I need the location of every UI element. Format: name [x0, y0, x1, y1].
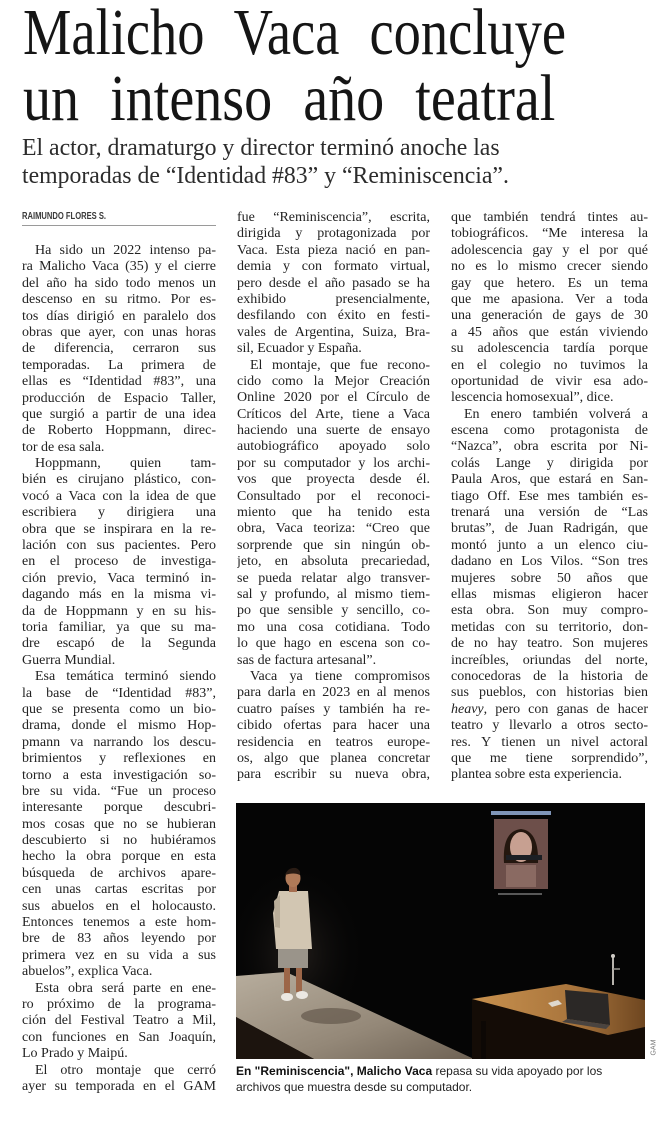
- text-line: mos cosas que no se hubieran: [22, 816, 216, 832]
- text-line: con funciones en San Joaquín,: [22, 1029, 216, 1045]
- text-line: temporadas. La primera de: [22, 357, 216, 373]
- text-line: trenará una versión de “Las: [451, 505, 648, 521]
- text-line: ellas es “Identidad #83”, una: [22, 374, 216, 390]
- poster-caption-strip: [498, 893, 542, 895]
- text-line: teatro y llevarlo a otros secto-: [451, 718, 648, 734]
- text-line: tobiográficos. “Me interesa la: [451, 226, 648, 242]
- photo-caption-line-1: [236, 1063, 602, 1079]
- text-line: El montaje, que fue recono-: [250, 357, 430, 373]
- text-line: po que sensible y sencillo, co-: [237, 603, 430, 619]
- text-line: búsqueda de archivos apare-: [22, 865, 216, 881]
- text-line: autobiográfico apoyado solo: [237, 439, 430, 455]
- text-line: sus abuelos en el holocausto.: [22, 898, 216, 914]
- text-run: , pero con ganas de hacer: [483, 701, 648, 717]
- text-line: una generación de gays de 30: [451, 308, 648, 324]
- text-line: da de Hoppmann y en su his-: [22, 603, 216, 619]
- text-line: sil, Ecuador y España.: [237, 341, 362, 357]
- text-line: bre de 83 años leyendo por: [22, 931, 216, 947]
- text-line: plantea sobre esta experiencia.: [451, 767, 623, 783]
- text-line: que me apasiona. Ver a toda: [451, 291, 648, 307]
- text-line: tor de esa sala.: [22, 439, 105, 455]
- paragraph: [451, 210, 648, 407]
- text-line: cibido ofertas para hacer una: [237, 718, 430, 734]
- text-line: haciendo una suerte de ensayo: [237, 423, 430, 439]
- body-column-2: [237, 210, 430, 784]
- floor-shadow: [301, 1008, 361, 1024]
- microphone-head: [611, 954, 615, 958]
- text-line: desfilando con éxito en festi-: [237, 308, 430, 324]
- byline: RAIMUNDO FLORES S.: [22, 211, 107, 222]
- stage-photo: [236, 803, 645, 1059]
- text-line: que surgió a partir de una idea: [22, 406, 216, 422]
- text-line: escribiera y dirigiera una: [22, 505, 216, 521]
- headline-line-1: Malicho Vaca concluye: [23, 0, 567, 69]
- text-line: se pueda relatar algo transver-: [237, 570, 430, 586]
- text-line: esta obra. Son muy compro-: [451, 603, 648, 619]
- text-line: os, algo que planea concretar: [237, 750, 430, 766]
- text-line: tos días dirigió en paralelo dos: [22, 308, 216, 324]
- text-line: de Roberto Hoppmann, direc-: [22, 423, 216, 439]
- paragraph: [22, 1063, 216, 1096]
- text-line: brutas”, de Juan Radrigán, que: [451, 521, 648, 537]
- text-line: pmann va narrando los descu-: [22, 734, 216, 750]
- text-line: del año ha sido todo menos un: [22, 275, 216, 291]
- body-column-3: [451, 210, 648, 784]
- text-line: Paula Aros, que estará en San-: [451, 472, 648, 488]
- text-line: a 45 años que están viviendo: [451, 324, 648, 340]
- deck-line-1: El actor, dramaturgo y director terminó anoche las: [22, 135, 500, 161]
- text-line: cido como la Mejor Creación: [237, 373, 430, 389]
- text-line: hecho la obra porque en esta: [22, 849, 216, 865]
- text-line: obra, Vaca teoriza: “Creo que: [237, 521, 430, 537]
- text-line: Guerra Mundial.: [22, 652, 116, 668]
- poster-portrait-body: [506, 865, 536, 887]
- text-line: de diferencia, cerraron sus: [22, 341, 216, 357]
- caption-bold-lead: En "Reminiscencia", Malicho Vaca: [236, 1064, 433, 1078]
- italic-text: heavy: [451, 701, 484, 717]
- body-column-1: [22, 243, 216, 1095]
- actor-leg-right: [296, 967, 302, 992]
- deck-line-2: temporadas de “Identidad #83” y “Reminiscencia”.: [22, 163, 509, 189]
- text-line: dirigida y protagonizada por: [237, 226, 430, 242]
- text-line: descubierto si no hubiéramos: [22, 833, 216, 849]
- text-line: conocedoras de la historia de: [451, 668, 648, 684]
- paragraph: [22, 981, 216, 1063]
- projected-poster: [491, 811, 551, 895]
- text-line: que también tendrá tintes au-: [451, 210, 648, 225]
- text-line: para escribir su nueva obra,: [237, 767, 430, 783]
- paragraph: [237, 210, 430, 358]
- text-line: dre escapó de la Segunda: [22, 636, 216, 652]
- actor-shorts: [278, 946, 308, 968]
- text-line: ción previo, Vaca terminó in-: [22, 570, 216, 586]
- text-line: adolescencia gay y el por qué: [451, 242, 648, 258]
- text-line: la base de “Identidad #83”,: [22, 685, 216, 701]
- text-line: [451, 702, 648, 718]
- text-line: sal y profundo, al mismo tiem-: [237, 586, 430, 602]
- text-line: por su computador y los archi-: [237, 455, 430, 471]
- text-line: Vaca ya tiene compromisos: [250, 668, 430, 684]
- text-line: ayer su temporada en el GAM: [22, 1078, 216, 1094]
- text-line: para darla en 2023 en al menos: [237, 685, 430, 701]
- text-line: Vaca. Esta pieza nació en pan-: [237, 242, 430, 258]
- text-line: tiago Off. Ese mes también es-: [451, 488, 648, 504]
- text-line: toria familiar, ya que su ma-: [22, 619, 216, 635]
- text-line: escena como protagonista de: [451, 423, 648, 439]
- paragraph: [22, 243, 216, 456]
- text-line: Lo Prado y Maipú.: [22, 1046, 128, 1062]
- text-line: cen unas cartas escritas por: [22, 882, 216, 898]
- text-line: Consultado por el reconoci-: [237, 488, 430, 504]
- text-line: lación con sus pacientes. Pero: [22, 538, 216, 554]
- text-line: “Nazca”, obra escrita por Ni-: [451, 439, 648, 455]
- desk-leg: [481, 1021, 486, 1059]
- text-line: brimientos y reflexiones en: [22, 751, 216, 767]
- text-line: torno a esta investigación so-: [22, 767, 216, 783]
- photo-credit: GAM: [650, 1039, 658, 1056]
- text-line: res. Y tienen un nivel actoral: [451, 734, 648, 750]
- caption-text: repasa su vida apoyado por los: [435, 1064, 603, 1078]
- text-line: increíbles, oriundas del norte,: [451, 652, 648, 668]
- headline-line-2: un intenso año teatral: [23, 62, 556, 135]
- paragraph: [237, 669, 430, 784]
- actor-shoe-right: [296, 991, 308, 999]
- text-line: colás Lange y dirigida por: [451, 455, 648, 471]
- text-line: en el proceso de investiga-: [22, 554, 216, 570]
- text-line: residencia en teatros europe-: [237, 734, 430, 750]
- stage-photo-illustration: [236, 803, 645, 1059]
- text-line: miento que ha tenido esta: [237, 505, 430, 521]
- text-line: bién es cirujano plástico, con-: [22, 472, 216, 488]
- text-line: obra que se inspirara en la re-: [22, 521, 216, 537]
- text-line: abuelos”, explica Vaca.: [22, 964, 153, 980]
- text-line: interesante porque descubri-: [22, 800, 216, 816]
- text-line: ro próximo de la programa-: [22, 996, 216, 1012]
- text-line: que se presenta como un bio-: [22, 701, 216, 717]
- text-line: metidas con su territorio, don-: [451, 619, 648, 635]
- text-line: Esta obra será parte en ene-: [35, 980, 216, 996]
- text-line: lescencia homosexual”, dice.: [451, 390, 614, 406]
- text-line: Hoppmann, quien tam-: [35, 456, 216, 472]
- actor-shoe-left: [281, 993, 293, 1001]
- text-line: Esa temática terminó siendo: [35, 669, 216, 685]
- text-line: Ha sido un 2022 intenso pa-: [35, 243, 216, 258]
- text-line: obras que ayer, con unas horas: [22, 324, 216, 340]
- poster-title-strip: [491, 811, 551, 815]
- text-line: Entonces tenemos a este hom-: [22, 915, 216, 931]
- text-line: cuatro países y también ha re-: [237, 701, 430, 717]
- text-line: vos que proyecta desde él.: [237, 472, 430, 488]
- paragraph: [237, 358, 430, 669]
- text-line: vales de Argentina, Suiza, Bra-: [237, 324, 430, 340]
- text-line: gay que hetero. Es un tema: [451, 275, 648, 291]
- text-line: ellas mismas eligieron hacer: [451, 586, 648, 602]
- photo-caption-line-2: archivos que muestra desde su computador.: [236, 1080, 473, 1094]
- text-line: Online 2020 por el Círculo de: [237, 390, 430, 406]
- text-line: fue “Reminiscencia”, escrita,: [237, 210, 430, 225]
- actor-leg-left: [284, 967, 290, 993]
- text-line: montó junto a un elenco ciu-: [451, 537, 648, 553]
- text-line: El otro montaje que cerró: [35, 1062, 216, 1078]
- paragraph: [451, 407, 648, 784]
- text-line: ra Malicho Vaca (35) y el cierre: [22, 259, 216, 275]
- text-line: oportunidad de vivir esa ado-: [451, 373, 648, 389]
- text-line: mo una cosa cotidiana. Todo: [237, 619, 430, 635]
- text-line: bre su vida. “Fue un proceso: [22, 783, 216, 799]
- text-line: sus pueblos, con historias bien: [451, 685, 648, 701]
- text-line: primera vez en su vida a sus: [22, 947, 216, 963]
- text-line: jeto, en absoluta precariedad,: [237, 554, 430, 570]
- text-line: Críticos del Arte, tiene a Vaca: [237, 406, 430, 422]
- text-line: dagando más en la misma vi-: [22, 587, 216, 603]
- poster-tape: [506, 855, 542, 860]
- text-line: drama, donde el mismo Hop-: [22, 718, 216, 734]
- text-line: demia y con formato virtual,: [237, 259, 430, 275]
- text-line: vocó a Vaca con la idea de que: [22, 488, 216, 504]
- text-line: En enero también volverá a: [464, 406, 648, 422]
- text-line: ción del Festival Teatro a Mil,: [22, 1013, 216, 1029]
- text-line: pero desde el año pasado se ha: [237, 275, 430, 291]
- text-line: exhibido presencialmente,: [237, 291, 430, 307]
- paragraph: [22, 669, 216, 980]
- paragraph: [22, 456, 216, 669]
- text-line: sorprende que sin ningún ob-: [237, 537, 430, 553]
- text-line: en el colegio no tuvimos la: [451, 357, 648, 373]
- text-line: descenso en su ritmo. Por es-: [22, 292, 216, 308]
- text-line: sas de factura artesanal”.: [237, 652, 377, 668]
- text-line: de no hay teatro. Son mujeres: [451, 636, 648, 652]
- text-line: producción de Espacio Taller,: [22, 390, 216, 406]
- text-line: lo que hago en escena son co-: [237, 636, 430, 652]
- byline-rule: [22, 225, 216, 226]
- text-line: dadano en Los Vilos. “Son tres: [451, 554, 648, 570]
- text-line: que me tiene sorprendido”,: [451, 750, 648, 766]
- text-line: su adolescencia tardía porque: [451, 341, 648, 357]
- text-line: no es lo mismo crecer siendo: [451, 259, 648, 275]
- text-line: mujeres sobre 50 años que: [451, 570, 648, 586]
